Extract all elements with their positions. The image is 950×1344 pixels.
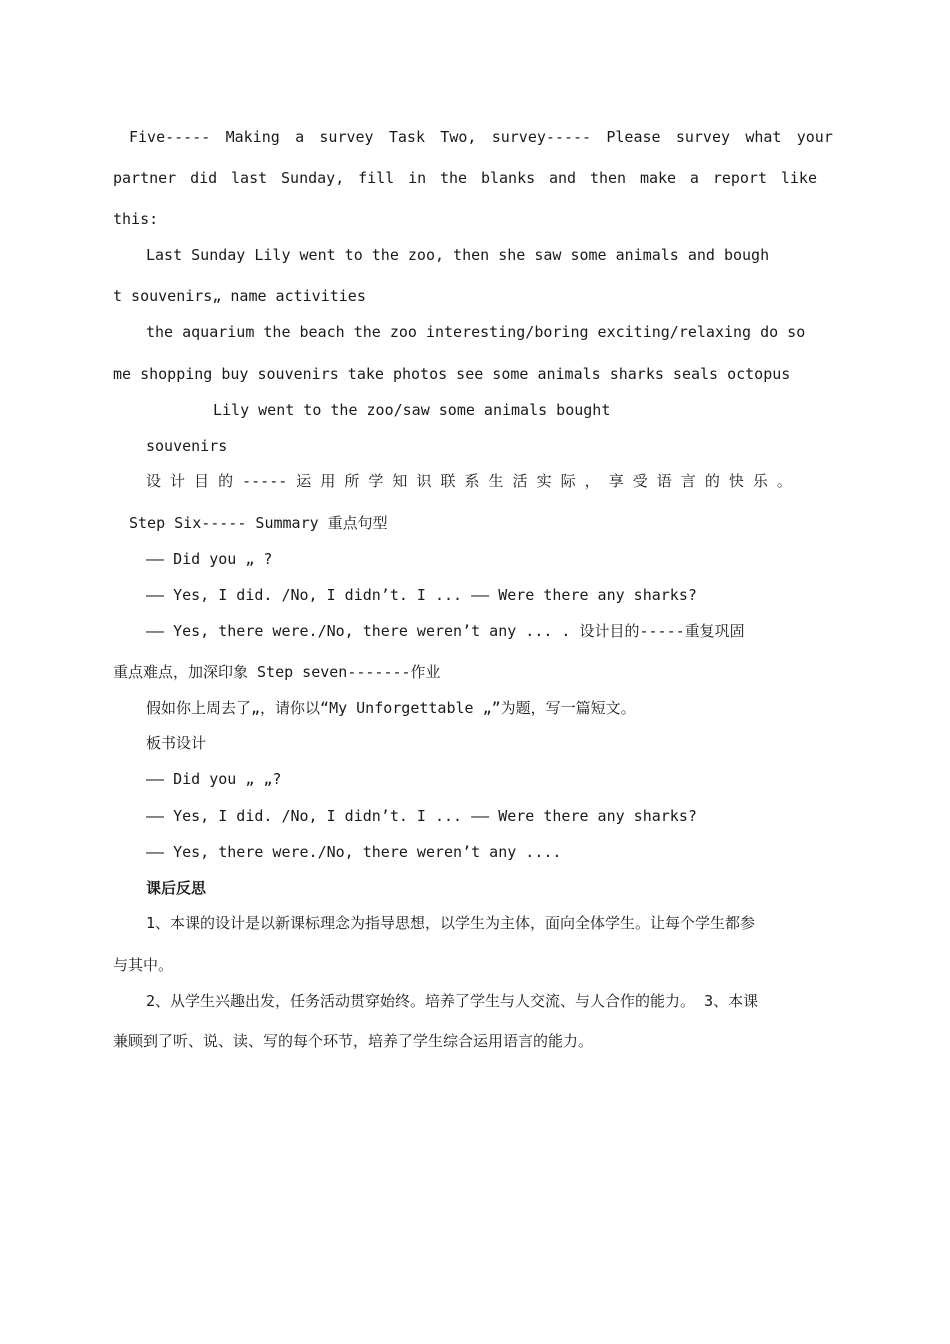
line-18-text: —— Did you „ „?	[146, 770, 282, 788]
section-heading-reflection	[146, 878, 206, 898]
line-21-text: 课后反思	[146, 879, 207, 897]
word: survey	[675, 128, 731, 146]
line-10-text: 设 计 目 的 ----- 运 用 所 学 知 识 联 系 生 活 实 际 ， 享 受 语 言 的 快 乐 。	[146, 472, 792, 490]
word: like	[780, 169, 817, 187]
word: a	[689, 169, 699, 187]
line-6-text: the aquarium the beach the zoo interesting/boring exciting/relaxing do so	[146, 323, 806, 341]
line-8	[213, 400, 610, 420]
line-3-text: this:	[113, 210, 159, 228]
line-12	[146, 549, 272, 569]
line-16-text: 假如你上周去了„，请你以“My Unforgettable „”为题，写一篇短文。	[146, 699, 636, 717]
word: survey	[319, 128, 374, 146]
line-7-text: me shopping buy souvenirs take photos see some animals sharks seals octopus	[113, 365, 791, 383]
line-17	[146, 733, 206, 753]
word: then	[589, 169, 627, 187]
line-13	[146, 585, 697, 605]
line-19	[146, 806, 697, 826]
line-9	[146, 436, 227, 456]
word: Sunday,	[281, 169, 345, 187]
line-5	[113, 286, 366, 306]
word: what	[745, 128, 782, 146]
line-20-text: —— Yes, there were./No, there weren’t any ....	[146, 843, 562, 861]
line-5-text: t souvenirs„ name activities	[113, 287, 366, 305]
line-12-text: —— Did you „ ?	[146, 550, 273, 568]
word: Five-----	[129, 128, 211, 146]
line-4	[146, 245, 769, 265]
word: make	[639, 169, 677, 187]
line-9-text: souvenirs	[146, 437, 228, 455]
line-23-text: 与其中。	[113, 956, 174, 974]
word: survey-----	[491, 128, 592, 146]
line-6	[146, 322, 805, 342]
word: Making	[225, 128, 280, 146]
word: report	[712, 169, 767, 187]
line-15-text: 重点难点，加深印象 Step seven-------作业	[113, 663, 441, 681]
line-16	[146, 698, 636, 718]
line-19-text: —— Yes, I did. /No, I didn’t. I ... —— Were there any sharks?	[146, 807, 697, 825]
line-14	[146, 621, 745, 641]
line-3	[113, 209, 158, 229]
line-25-text: 兼顾到了听、说、读、写的每个环节，培养了学生综合运用语言的能力。	[113, 1032, 594, 1050]
word: your	[796, 128, 833, 146]
line-15	[113, 662, 441, 682]
line-2	[113, 168, 817, 188]
word: the	[440, 169, 468, 187]
word: did	[190, 169, 218, 187]
line-1	[129, 127, 833, 147]
line-25	[113, 1031, 593, 1051]
word: Please	[606, 128, 661, 146]
word: last	[231, 169, 268, 187]
line-20	[146, 842, 561, 862]
word: a	[295, 128, 305, 146]
word: Task	[388, 128, 425, 146]
word: in	[408, 169, 427, 187]
line-8-text: Lily went to the zoo/saw some animals bought	[213, 401, 611, 419]
line-22	[146, 913, 755, 933]
word: blanks	[480, 169, 536, 187]
word: fill	[358, 169, 395, 187]
line-7	[113, 364, 790, 384]
line-17-text: 板书设计	[146, 734, 207, 752]
line-22-text: 1、本课的设计是以新课标理念为指导思想，以学生为主体，面向全体学生。让每个学生都参	[146, 914, 756, 932]
line-4-text: Last Sunday Lily went to the zoo, then she saw some animals and bough	[146, 246, 770, 264]
word: partner	[113, 169, 177, 187]
word: Two,	[440, 128, 477, 146]
line-10	[146, 471, 792, 491]
line-13-text: —— Yes, I did. /No, I didn’t. I ... —— Were there any sharks?	[146, 586, 697, 604]
line-11-text: Step Six----- Summary 重点句型	[129, 514, 388, 532]
line-24-text: 2、从学生兴趣出发，任务活动贯穿始终。培养了学生与人交流、与人合作的能力。 3、本课	[146, 992, 759, 1010]
line-23	[113, 955, 173, 975]
line-18	[146, 769, 281, 789]
line-11	[129, 513, 388, 533]
line-14-text: —— Yes, there were./No, there weren’t any ... . 设计目的-----重复巩固	[146, 622, 745, 640]
word: and	[549, 169, 577, 187]
line-24	[146, 991, 758, 1011]
